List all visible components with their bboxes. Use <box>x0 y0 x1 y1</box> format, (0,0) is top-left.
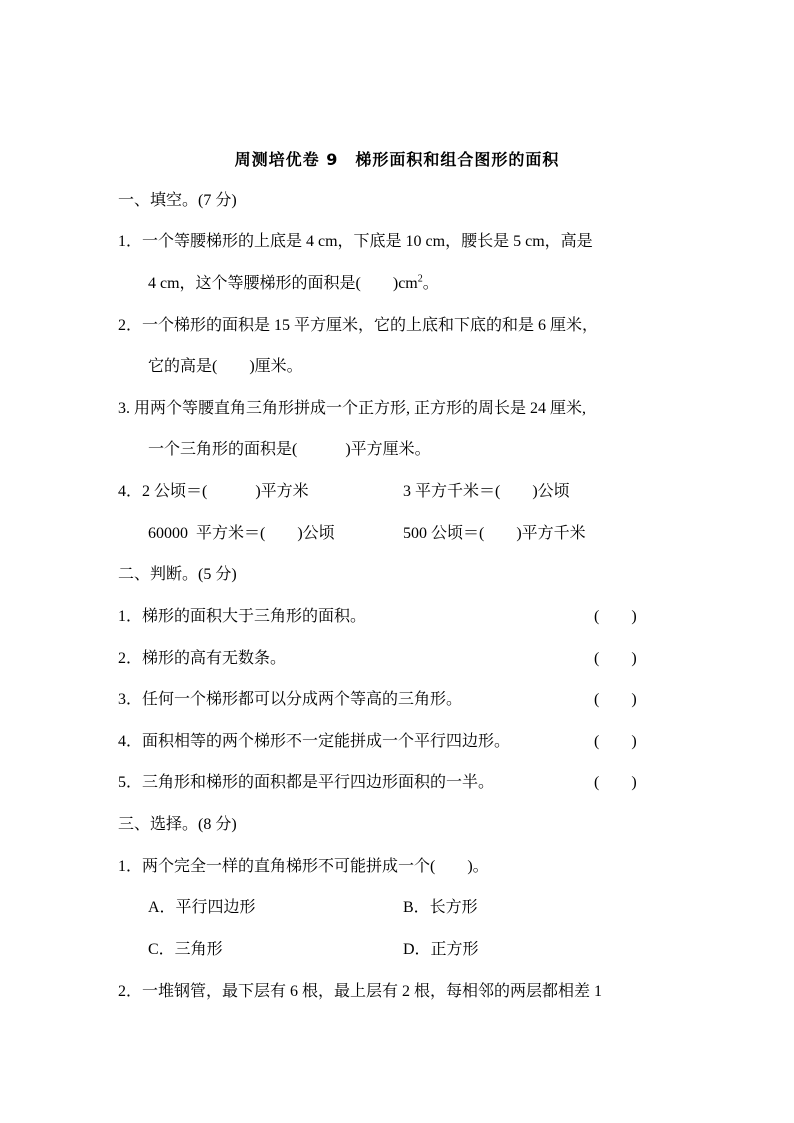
section-fill-heading: 一、填空。(7 分) <box>118 192 237 209</box>
judge-answer-blank-1: ( ) <box>594 608 637 625</box>
judge-item-5: 5．三角形和梯形的面积都是平行四边形面积的一半。 <box>118 774 495 791</box>
fill-question-3-line-1: 3. 用两个等腰直角三角形拼成一个正方形, 正方形的周长是 24 厘米, <box>118 400 587 417</box>
judge-item-3: 3．任何一个梯形都可以分成两个等高的三角形。 <box>118 691 463 708</box>
judge-item-1: 1．梯形的面积大于三角形的面积。 <box>118 608 367 625</box>
choice-option-d: D．正方形 <box>403 941 479 958</box>
judge-answer-blank-2: ( ) <box>594 650 637 667</box>
judge-item-4: 4．面积相等的两个梯形不一定能拼成一个平行四边形。 <box>118 733 511 750</box>
fill-question-3-line-2: 一个三角形的面积是( )平方厘米。 <box>148 441 431 458</box>
superscript-2: 2 <box>417 273 423 285</box>
judge-answer-blank-4: ( ) <box>594 733 637 750</box>
section-judge-heading: 二、判断。(5 分) <box>118 566 237 583</box>
choice-question-2: 2．一堆钢管，最下层有 6 根，最上层有 2 根，每相邻的两层都相差 1 <box>118 983 603 1000</box>
choice-option-c: C．三角形 <box>148 941 223 958</box>
choice-option-a: A．平行四边形 <box>148 899 256 916</box>
section-choice-heading: 三、选择。(8 分) <box>118 816 237 833</box>
judge-answer-blank-3: ( ) <box>594 691 637 708</box>
fill-question-1-line-2 <box>148 273 439 295</box>
judge-item-2: 2．梯形的高有无数条。 <box>118 650 287 667</box>
fill-question-2-line-1: 2．一个梯形的面积是 15 平方厘米，它的上底和下底的和是 6 厘米， <box>118 317 599 334</box>
fill-question-2-line-2: 它的高是( )厘米。 <box>148 358 303 375</box>
fill-question-4-left-1: 4．2 公顷＝( )平方米 <box>118 483 309 500</box>
page-title: 周测培优卷 9 梯形面积和组合图形的面积 <box>234 150 560 169</box>
fill-question-1-line-1: 1．一个等腰梯形的上底是 4 cm，下底是 10 cm，腰长是 5 cm，高是 <box>118 233 593 250</box>
judge-answer-blank-5: ( ) <box>594 774 637 791</box>
fill-question-1-text: 4 cm，这个等腰梯形的面积是( )cm <box>148 275 418 292</box>
fill-question-4-right-1: 3 平方千米＝( )公顷 <box>403 483 570 500</box>
fill-question-4-left-2: 60000 平方米＝( )公顷 <box>148 525 335 542</box>
choice-option-b: B．长方形 <box>403 899 478 916</box>
fill-question-4-right-2: 500 公顷＝( )平方千米 <box>403 525 586 542</box>
period: 。 <box>422 275 439 292</box>
choice-question-1: 1．两个完全一样的直角梯形不可能拼成一个( )。 <box>118 858 489 875</box>
